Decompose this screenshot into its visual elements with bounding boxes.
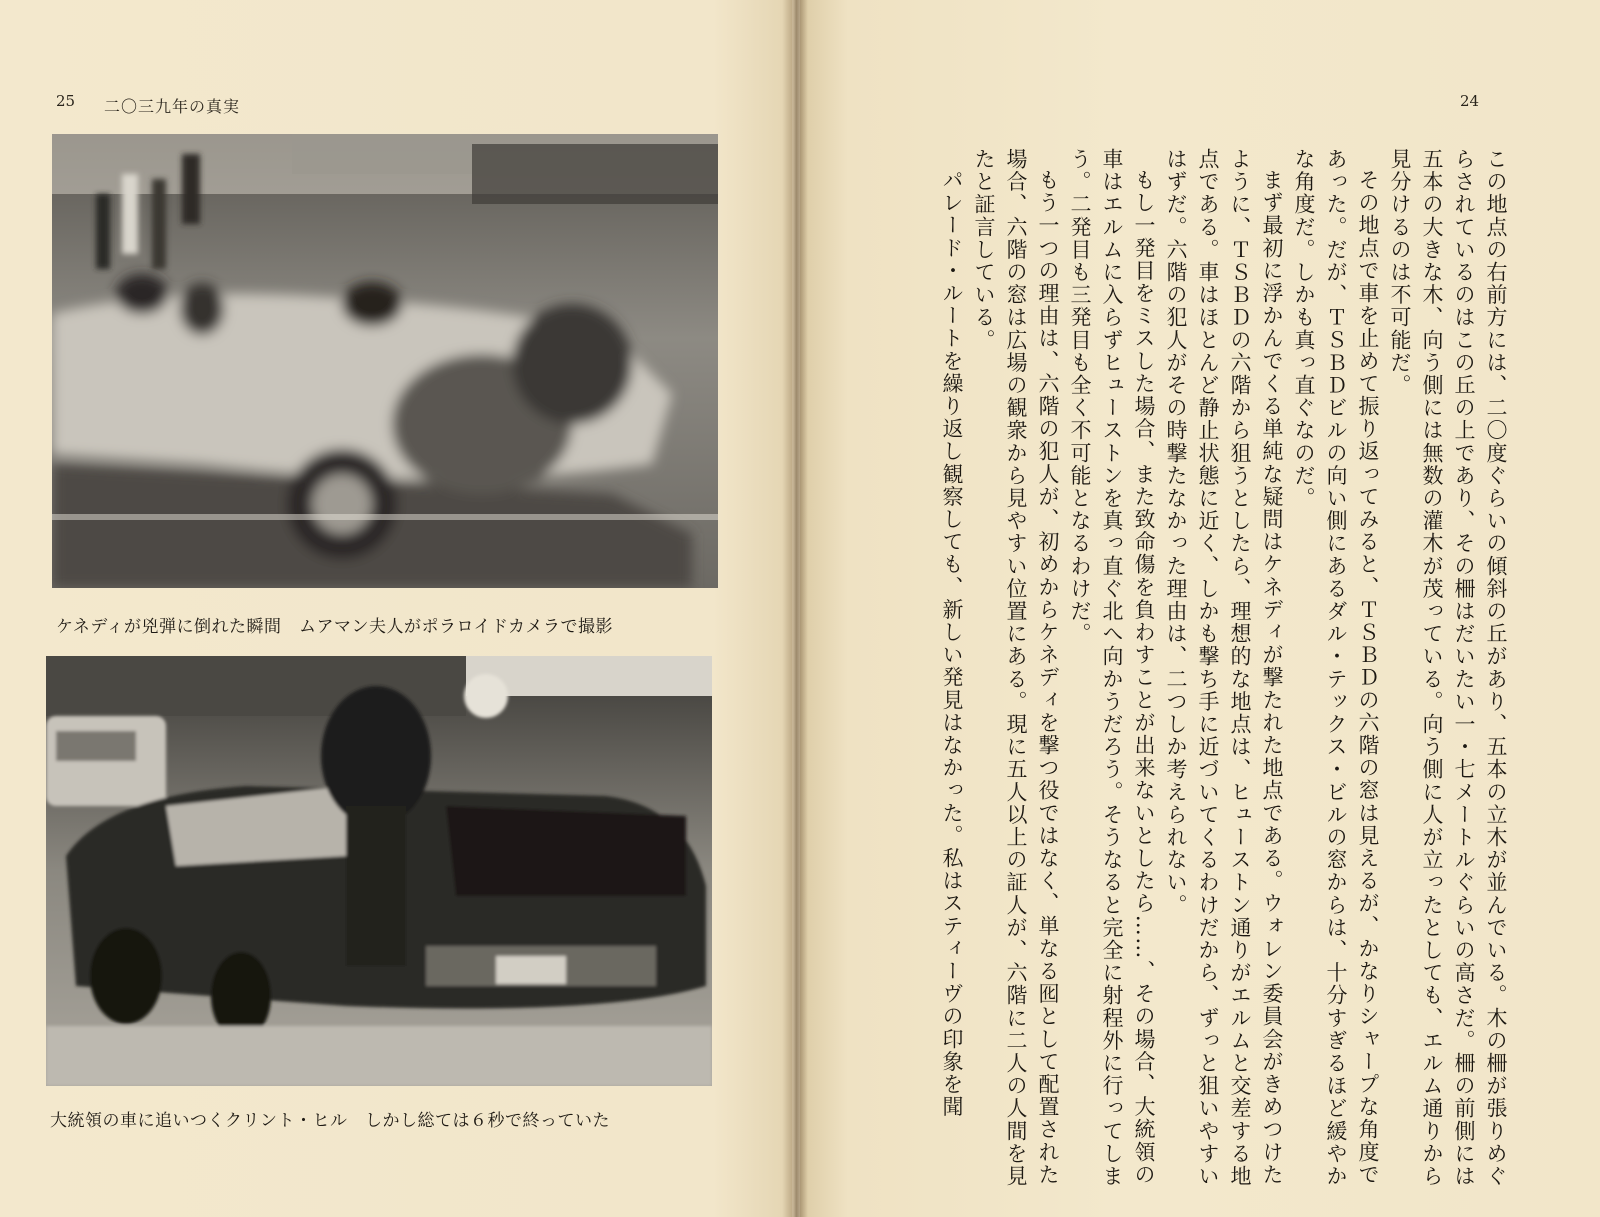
book-gutter [782,0,808,1217]
paragraph-3: まず最初に浮かんでくる単純な疑問はケネディが撃たれた地点である。ウォレン委員会がきめつけたように、ＴＳＢＤの六階から狙うとしたら、理想的な地点は、ヒューストン通りがエルムと交差する地点である。車はほとんど静止状態に近く、しかも撃ち手に近づいてくるわけだから、ずっと狙いやすいはずだ。六階の犯人がその時撃たなかった理由は、二つしか考えられない。 [1164,148,1284,1188]
paragraph-4: もし一発目をミスした場合、また致命傷を負わすことが出来ないとしたら……、その場合、大統領の車はエルムに入らずヒューストンを真っ直ぐ北へ向かうだろう。そうなると完全に射程外に行ってしまう。二発目も三発目も全く不可能となるわけだ。 [1068,148,1156,1188]
left-page [0,0,792,1217]
page-number-right: 24 [1460,92,1480,110]
page-number-left: 25 [56,92,76,110]
photo-clint-hill-illustration [46,656,712,1086]
body-text [872,148,1512,1198]
photo-moorman-polaroid [52,134,718,588]
paragraph-1: この地点の右前方には、二〇度ぐらいの傾斜の丘があり、五本の立木が並んでいる。木の柵が張りめぐらされているのはこの丘の上であり、その柵はだいたい一・七メートルぐらいの高さだ。柵の前側には五本の大きな木、向う側には無数の灌木が茂っている。向う側に人が立ったとしても、エルム通りから見分けるのは不可能だ。 [1388,148,1508,1188]
paragraph-6: パレード・ルートを繰り返し観察しても、新しい発見はなかった。私はスティーヴの印象を聞 [940,169,964,1119]
paragraph-5: もう一つの理由は、六階の犯人が、初めからケネディを撃つ役ではなく、単なる囮として配置された場合、六階の窓は広場の観衆から見やすい位置にある。現に五人以上の証人が、六階に二人の人間を見たと証言している。 [972,148,1060,1188]
photo-clint-hill [46,656,712,1086]
photo-caption-1: ケネディが兇弾に倒れた瞬間 ムアマン夫人がポラロイドカメラで撮影 [56,617,613,637]
photo-caption-2: 大統領の車に追いつくクリント・ヒル しかし総ては６秒で終っていた [50,1111,610,1131]
photo-moorman-illustration [52,134,718,588]
paragraph-2: その地点で車を止めて振り返ってみると、ＴＳＢＤの六階の窓は見えるが、かなりシャープな角度であった。だが、ＴＳＢＤビルの向い側にあるダル・テックス・ビルの窓からは、十分すぎるほど緩やかな角度だ。しかも真っ直ぐなのだ。 [1292,148,1380,1188]
running-head: 二〇三九年の真実 [104,97,241,116]
